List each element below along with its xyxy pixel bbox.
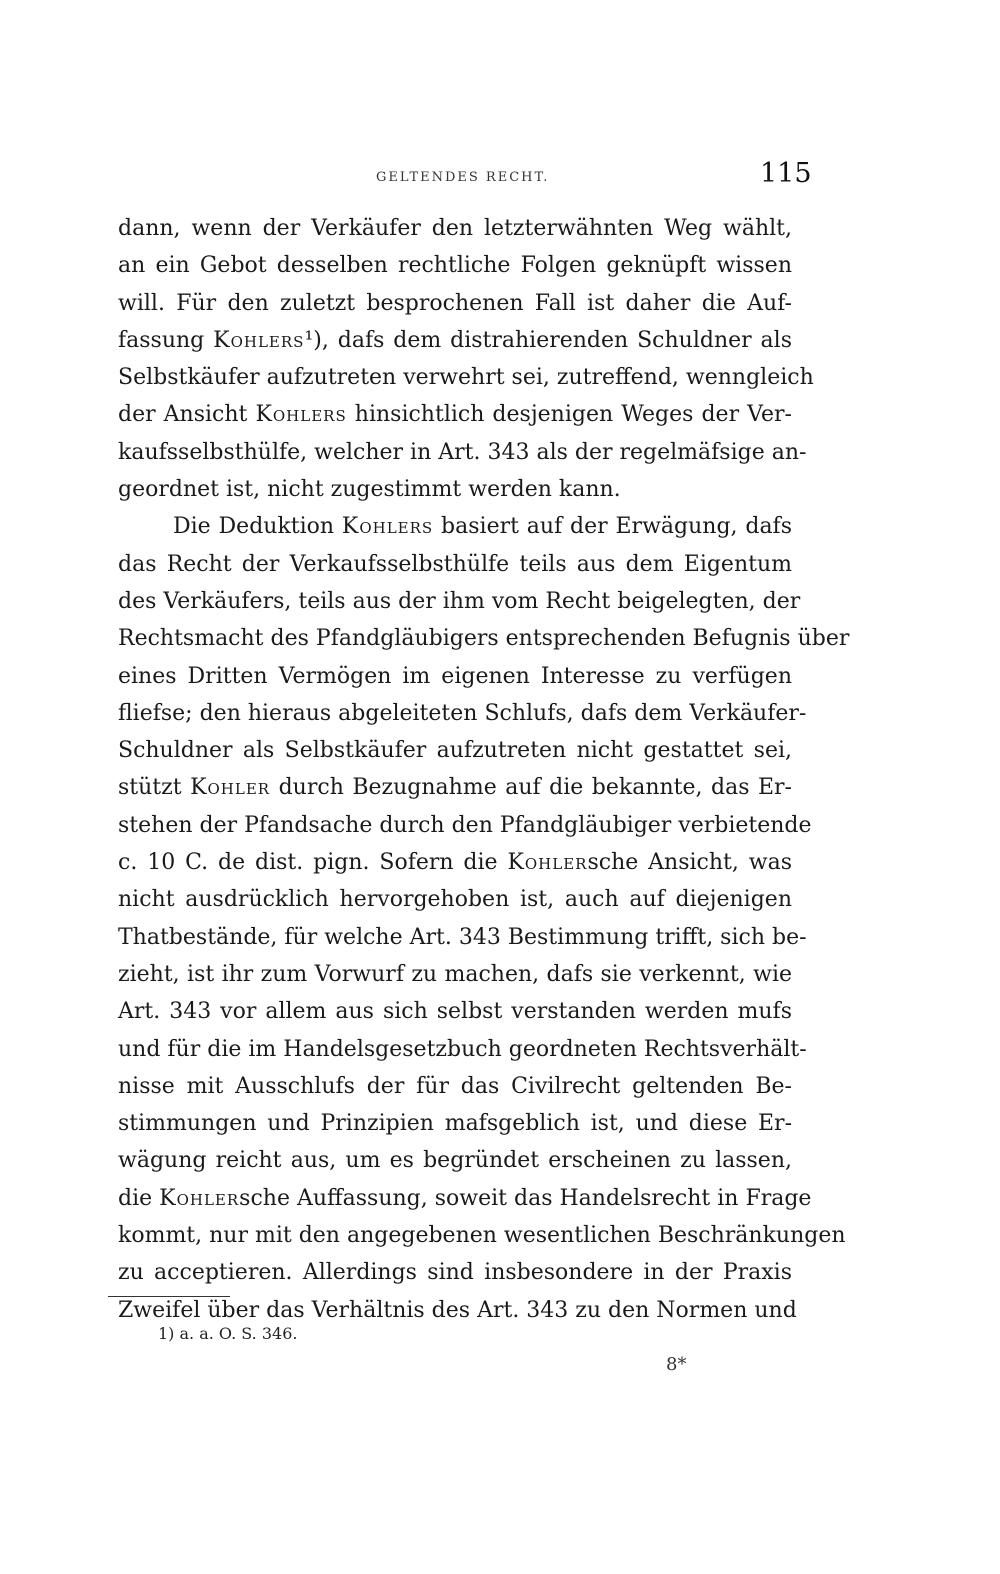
text-segment: kommt, nur mit den angegebenen wesentlichen Beschränkungen [118, 1223, 846, 1249]
text-line [118, 396, 792, 433]
text-line [118, 1142, 792, 1179]
text-segment: Thatbestände, für welche Art. 343 Bestimmung trifft, sich be- [118, 924, 807, 950]
text-line [118, 919, 807, 956]
text-segment: nisse mit Ausschlufs der für das Civilrecht geltenden Be- [118, 1073, 792, 1099]
text-segment: basiert auf der Erwägung, dafs [433, 514, 792, 540]
text-line [118, 1068, 792, 1105]
text-line [118, 210, 792, 247]
text-line [118, 546, 792, 583]
text-segment: sche Ansicht, was [587, 850, 792, 876]
text-segment: Die Deduktion [173, 514, 342, 540]
text-segment: zu acceptieren. Allerdings sind insbesondere in der Praxis [118, 1260, 792, 1286]
author-name: Kohlers [341, 514, 434, 540]
text-line [118, 1180, 812, 1217]
text-segment: zieht, ist ihr zum Vorwurf zu machen, dafs sie verkennt, wie [118, 961, 792, 987]
text-segment: Art. 343 vor allem aus sich selbst verstanden werden mufs [118, 999, 792, 1025]
author-name: Kohler [190, 775, 271, 801]
text-line [118, 1031, 807, 1068]
text-segment: an ein Gebot desselben rechtliche Folgen geknüpft wissen [118, 253, 792, 279]
text-segment: will. Für den zuletzt besprochenen Fall ist daher die Auf- [118, 290, 792, 316]
text-segment: Selbstkäufer aufzutreten verwehrt sei, zutreffend, wenngleich [118, 365, 814, 391]
body-text [118, 210, 850, 1329]
text-segment: Zweifel über das Verhältnis des Art. 343 zu den Normen und [118, 1297, 797, 1323]
text-segment: der Ansicht [118, 402, 256, 428]
text-segment: nicht ausdrücklich hervorgehoben ist, auch auf diejenigen [118, 887, 792, 913]
text-segment: geordnet ist, nicht zugestimmt werden kann. [118, 477, 621, 503]
text-segment: eines Dritten Vermögen im eigenen Interesse zu verfügen [118, 663, 792, 689]
text-segment: hinsichtlich desjenigen Weges der Ver- [346, 402, 792, 428]
text-segment: stimmungen und Prinzipien mafsgeblich ist, und diese Er- [118, 1111, 792, 1137]
text-line [118, 620, 850, 657]
text-line [118, 1105, 792, 1142]
text-segment: Schuldner als Selbstkäufer aufzutreten nicht gestattet sei, [118, 738, 792, 764]
text-line [118, 1217, 846, 1254]
text-segment: die [118, 1185, 160, 1211]
text-line [118, 695, 807, 732]
text-segment: ¹), dafs dem distrahierenden Schuldner als [304, 327, 792, 353]
text-segment: wägung reicht aus, um es begründet erscheinen zu lassen, [118, 1148, 792, 1174]
text-line [118, 956, 792, 993]
text-segment: das Recht der Verkaufsselbsthülfe teils aus dem Eigentum [118, 551, 792, 577]
footnote-divider [108, 1296, 230, 1297]
text-line [118, 359, 814, 396]
text-line [118, 285, 792, 322]
page-number: 115 [760, 158, 812, 189]
text-line [118, 844, 792, 881]
text-segment: sche Auffassung, soweit das Handelsrecht in Frage [239, 1185, 812, 1211]
signature-mark: 8* [666, 1354, 687, 1375]
text-line [118, 658, 792, 695]
text-segment: c. 10 C. de dist. pign. Sofern die [118, 850, 508, 876]
text-segment: stützt [118, 775, 191, 801]
text-segment: stehen der Pfandsache durch den Pfandgläubiger verbietende [118, 812, 812, 838]
text-line [118, 993, 792, 1030]
text-segment: fassung [118, 327, 214, 353]
text-segment: durch Bezugnahme auf die bekannte, das Er- [270, 775, 792, 801]
text-line [118, 732, 792, 769]
text-line [118, 807, 812, 844]
author-name: Kohler [507, 850, 588, 876]
author-name: Kohler [159, 1185, 240, 1211]
text-segment: dann, wenn der Verkäufer den letzterwähnten Weg wählt, [118, 216, 792, 241]
text-segment: des Verkäufers, teils aus der ihm vom Recht beigelegten, der [118, 588, 801, 614]
text-line [118, 508, 792, 545]
text-segment: fliefse; den hieraus abgeleiteten Schlufs, dafs dem Verkäufer- [118, 700, 807, 726]
running-title: GELTENDES RECHT. [376, 170, 550, 185]
text-segment: kaufsselbsthülfe, welcher in Art. 343 als der regelmäfsige an- [118, 439, 807, 465]
text-line [118, 1254, 792, 1291]
text-line [118, 247, 792, 284]
text-line [118, 434, 807, 471]
text-line [118, 583, 801, 620]
text-line [118, 881, 792, 918]
author-name: Kohlers [213, 327, 305, 353]
text-line [118, 769, 792, 806]
text-segment: Rechtsmacht des Pfandgläubigers entsprechenden Befugnis über [118, 626, 850, 652]
text-segment: und für die im Handelsgesetzbuch geordneten Rechtsverhält- [118, 1036, 807, 1062]
text-line [118, 471, 792, 508]
footnote: 1) a. a. O. S. 346. [158, 1324, 298, 1343]
text-line [118, 322, 792, 359]
author-name: Kohlers [255, 402, 347, 428]
